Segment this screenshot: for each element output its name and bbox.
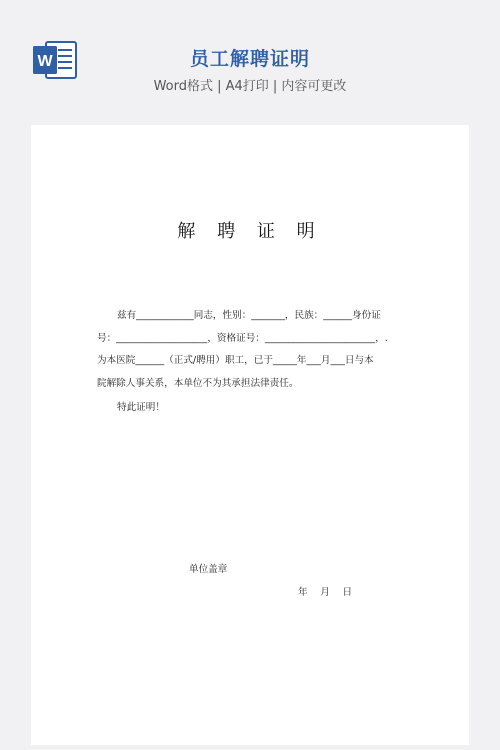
body-line-1: 兹有____________同志，性别：_______，民族：______身份证 bbox=[117, 310, 381, 321]
page-title: 员工解聘证明 bbox=[189, 48, 310, 70]
header bbox=[0, 0, 500, 125]
document-page bbox=[31, 125, 469, 745]
svg-text:W: W bbox=[37, 53, 53, 70]
closing-statement: 特此证明！ bbox=[117, 402, 165, 413]
body-line-4: 院解除人事关系，本单位不为其承担法律责任。 bbox=[97, 377, 299, 389]
page-subtitle: Word格式 | A4打印 | 内容可更改 bbox=[153, 79, 347, 94]
document-title: 解 聘 证 明 bbox=[177, 221, 323, 242]
body-line-2: 号：___________________，资格证号：_______________________，. bbox=[97, 332, 388, 344]
seal-label: 单位盖章 bbox=[189, 564, 228, 575]
date-label: 年 月 日 bbox=[298, 587, 353, 598]
body-line-3: 为本医院______（正式/聘用）职工，已于_____年___月___日与本 bbox=[97, 355, 374, 366]
document-body bbox=[97, 305, 407, 420]
